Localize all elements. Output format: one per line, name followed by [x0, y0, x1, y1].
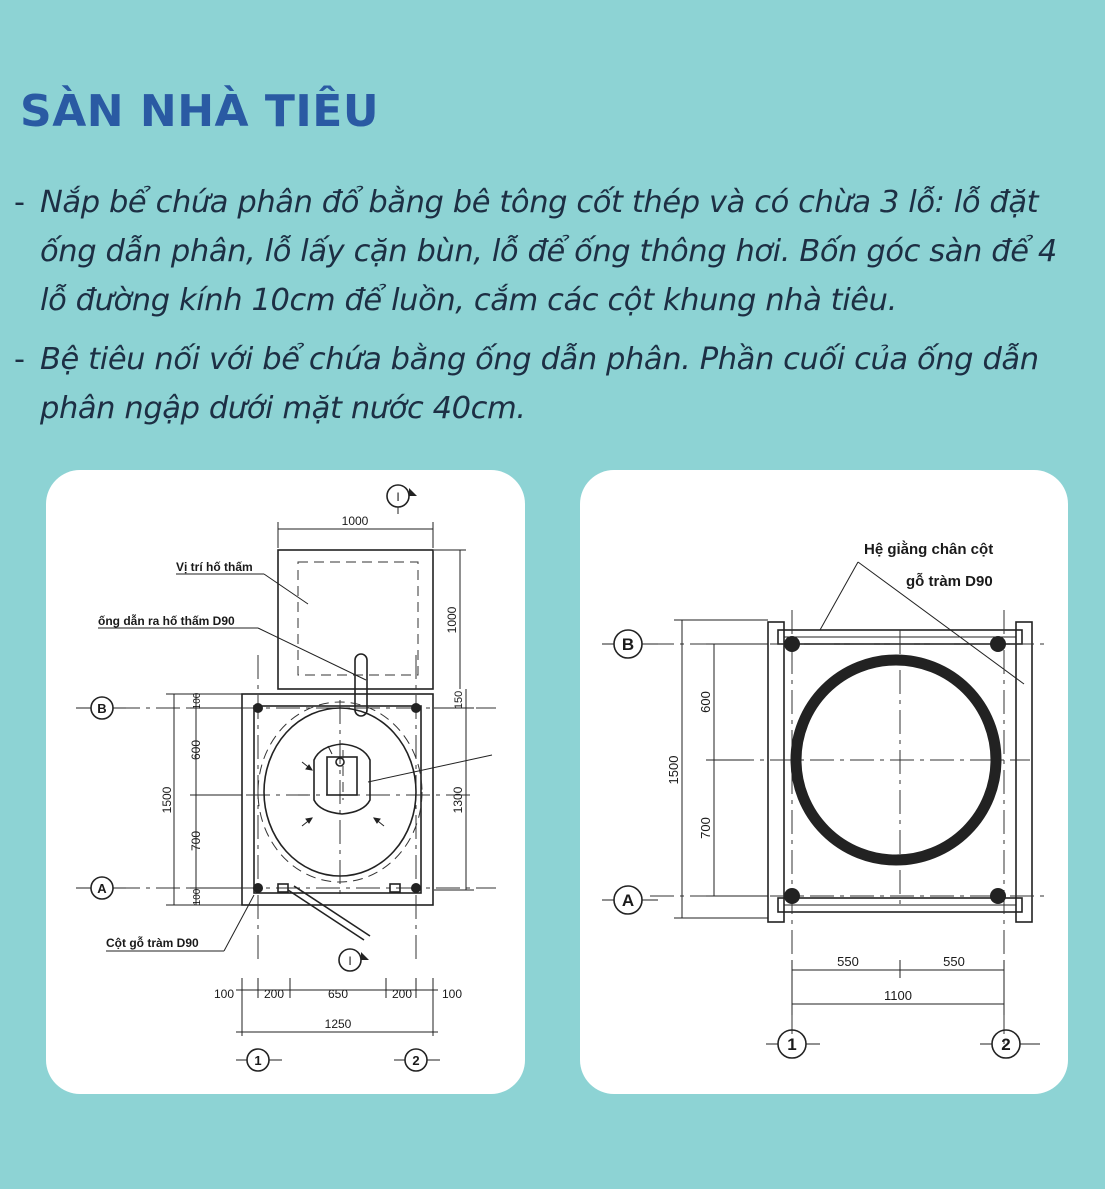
- axis-a-label: A: [97, 881, 107, 896]
- door-swing: [288, 890, 364, 940]
- floor-plan-diagram: [46, 470, 525, 1094]
- bullet-dash: -: [14, 342, 25, 377]
- section-mark-label: I: [396, 490, 400, 504]
- axis-marker-1: [236, 1049, 282, 1071]
- axis-marker-a: [76, 877, 126, 899]
- axis-marker-1: [766, 1030, 820, 1058]
- axis-a-label: A: [621, 891, 635, 910]
- label-post: Cột gỗ tràm D90: [106, 936, 199, 950]
- axis-b-label: B: [621, 635, 635, 654]
- axis-marker-b: [602, 630, 658, 658]
- dim-550b-label: 550: [943, 954, 965, 969]
- section-mark-label-bottom: I: [348, 954, 352, 968]
- section-marker-bottom: [339, 949, 369, 971]
- bullet-dash: -: [14, 185, 25, 220]
- floor-plan-card: [46, 470, 525, 1094]
- dim-550a-label: 550: [837, 954, 859, 969]
- post-marker: [990, 636, 1006, 652]
- post-marker: [784, 636, 800, 652]
- post-marker: [411, 883, 421, 893]
- bullet-text: Bệ tiêu nối với bể chứa bằng ống dẫn phân. Phần cuối của ống dẫn phân ngập dưới mặt nước 40cm.: [40, 342, 1039, 426]
- dim-top-label: 1000: [341, 514, 369, 528]
- page-title: SÀN NHÀ TIÊU: [20, 86, 380, 137]
- label-outlet-pipe: ống dẫn ra hố thấm D90: [98, 614, 235, 628]
- bracing-plan-diagram: [580, 470, 1068, 1094]
- bullet-text: Nắp bể chứa phân đổ bằng bê tông cốt thép và có chừa 3 lỗ: lỗ đặt ống dẫn phân, lỗ lấy cặn bùn, lỗ để ống thông hơi. Bốn góc sàn để 4 lỗ đường kính 10cm để luồn, cắm các cột khung nhà tiêu.: [40, 185, 1057, 318]
- dim-700-label: 700: [698, 817, 713, 839]
- axis-marker-b: [76, 697, 126, 719]
- dim-right-1300-label: 1300: [451, 786, 465, 814]
- dim-600-label: 600: [698, 691, 713, 713]
- slab-outline: [242, 694, 433, 905]
- bullet-item: [14, 335, 1089, 433]
- dim-left-100b-label: 100: [192, 888, 203, 906]
- label-bracing-line2: gỗ tràm D90: [906, 573, 993, 590]
- dim-left-700-label: 700: [189, 830, 203, 852]
- dim-bottom-200b: 200: [391, 987, 413, 1001]
- label-soak-pit: Vị trí hố thấm: [176, 560, 253, 574]
- dim-bottom-650: 650: [327, 987, 349, 1001]
- post-marker: [253, 703, 263, 713]
- axis-b-label: B: [97, 701, 107, 716]
- dim-bottom-100b: 100: [441, 987, 463, 1001]
- dim-right-150-label: 150: [453, 690, 465, 710]
- dim-1100-label: 1100: [884, 988, 912, 1003]
- squat-seat: [314, 744, 370, 814]
- post-marker: [784, 888, 800, 904]
- dim-pit-height-label: 1000: [445, 606, 459, 634]
- bullet-list: [14, 178, 1089, 443]
- dim-total-label: 1250: [324, 1017, 352, 1031]
- axis-2-label: 2: [1001, 1035, 1011, 1054]
- dim-1500-label: 1500: [666, 755, 681, 785]
- post-marker: [253, 883, 263, 893]
- dim-left-600-label: 600: [189, 739, 203, 761]
- post-marker: [411, 703, 421, 713]
- bracing-plan-card: [580, 470, 1068, 1094]
- label-bracing-line1: Hệ giằng chân cột: [864, 541, 994, 558]
- section-marker-top: [387, 485, 417, 514]
- axis-2-label: 2: [412, 1053, 420, 1068]
- dim-left-100a-label: 100: [192, 692, 203, 710]
- post-marker: [990, 888, 1006, 904]
- dim-bottom-100a: 100: [213, 987, 235, 1001]
- dim-left-1500-label: 1500: [160, 786, 174, 814]
- axis-marker-a: [602, 886, 658, 914]
- axis-marker-2: [394, 1049, 440, 1071]
- axis-1-label: 1: [787, 1035, 797, 1054]
- dim-bottom-200a: 200: [263, 987, 285, 1001]
- bullet-item: [14, 178, 1089, 325]
- axis-1-label: 1: [254, 1053, 262, 1068]
- axis-marker-2: [980, 1030, 1040, 1058]
- soak-pit-inner: [298, 562, 418, 675]
